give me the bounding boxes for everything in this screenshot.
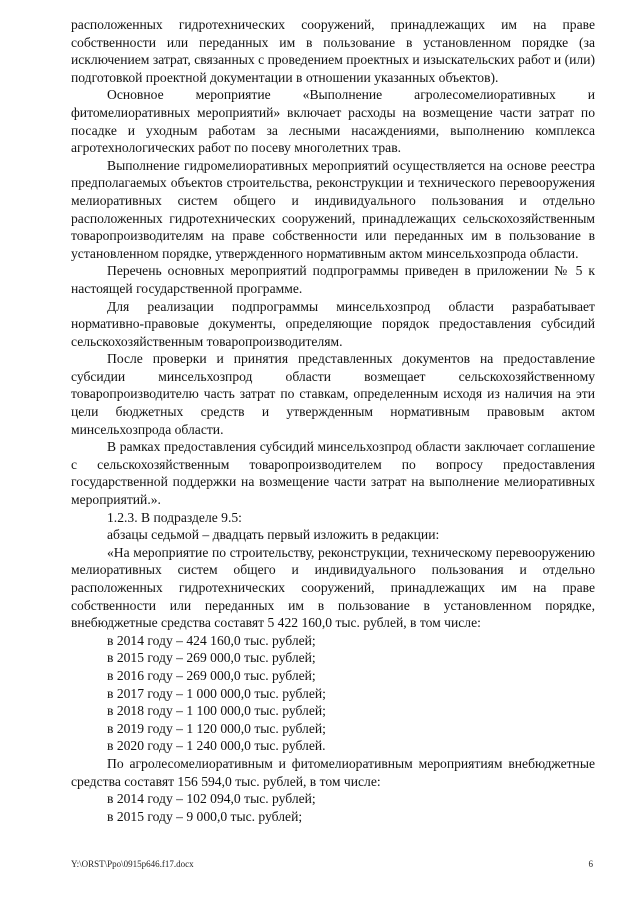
paragraph-agroforest-funding: По агролесомелиоративным и фитомелиоративным мероприятиям внебюджетные средства составят 156 594,0 тыс. рублей, в том числе:	[71, 755, 595, 789]
paragraph-construction-funding: «На мероприятие по строительству, реконструкции, техническому перевооружению мелиоративных систем общего и индивидуального пользования и отдельно расположенных гидротехнических сооружений, принадлежащих им на праве собственности или переданных им в пользование в установленном порядке, внебюджетные средства составят 5 422 160,0 тыс. рублей, в том числе:	[71, 544, 595, 631]
paragraph-normative-docs: Для реализации подпрограммы минсельхозпрод области разрабатывает нормативно-правовые документы, определяющие порядок предоставления субсидий сельскохозяйственным товаропроизводителям.	[71, 298, 595, 349]
list-item-funding-year: в 2018 году – 1 100 000,0 тыс. рублей;	[107, 703, 326, 719]
list-item-funding-year: в 2020 году – 1 240 000,0 тыс. рублей.	[107, 738, 326, 754]
paragraph-amendment-instruction: абзацы седьмой – двадцать первый изложить в редакции:	[107, 527, 440, 543]
paragraph-subsidy-reimbursement: После проверки и принятия представленных документов на предоставление субсидии минсельхозпрод области возмещает сельскохозяйственному товаропроизводителю часть затрат по ставкам, определенным исходя из наличия на эти цели бюджетных средств и утвержденным нормативным правовым актом минсельхозпрода области.	[71, 351, 595, 437]
list-item-funding-year: в 2015 году – 269 000,0 тыс. рублей;	[107, 650, 316, 666]
paragraph-measures-list: Перечень основных мероприятий подпрограммы приведен в приложении № 5 к настоящей государственной программе.	[71, 263, 595, 296]
list-item-funding-year: в 2014 году – 102 094,0 тыс. рублей;	[107, 791, 316, 807]
footer-file-path: Y:\ORST\Ppo\0915p646.f17.docx	[71, 859, 194, 869]
paragraph-continuation: расположенных гидротехнических сооружений, принадлежащих им на праве собственности или переданных им в пользование в установленном порядке (за исключением затрат, связанных с проведением проектных и изыскательских работ и (или) подготовкой проектной документации в отношении указанных объектов).	[71, 17, 595, 85]
paragraph-subsection-ref: 1.2.3. В подразделе 9.5:	[107, 509, 242, 525]
page-number: 6	[588, 859, 593, 869]
list-item-funding-year: в 2017 году – 1 000 000,0 тыс. рублей;	[107, 685, 326, 701]
list-item-funding-year: в 2015 году – 9 000,0 тыс. рублей;	[107, 808, 303, 824]
paragraph-agroforest-measures: Основное мероприятие «Выполнение агролесомелиоративных и фитомелиоративных мероприятий» включает расходы на возмещение части затрат по посадке и уходным работам за лесными насаждениями, выполнению комплекса агротехнологических работ по посеву многолетних трав.	[71, 87, 595, 156]
paragraph-hydromeliorative-registry: Выполнение гидромелиоративных мероприятий осуществляется на основе реестра предполагаемых объектов строительства, реконструкции и технического перевооружения мелиоративных систем общего и индивидуального пользования и отдельно расположенных гидротехнических сооружений, принадлежащих сельскохозяйственным товаропроизводителям на праве собственности или переданных им в пользование в установленном порядке, утвержденного нормативным актом минсельхозпрода области.	[71, 157, 595, 261]
list-item-funding-year: в 2019 году – 1 120 000,0 тыс. рублей;	[107, 720, 326, 736]
page-footer	[71, 859, 595, 873]
document-body	[71, 16, 595, 825]
list-item-funding-year: в 2016 году – 269 000,0 тыс. рублей;	[107, 667, 316, 683]
paragraph-agreement: В рамках предоставления субсидий минсельхозпрод области заключает соглашение с сельскохозяйственным товаропроизводителем по вопросу предоставления государственной поддержки на возмещение части затрат на выполнение мелиоративных мероприятий.».	[71, 439, 595, 508]
list-item-funding-year: в 2014 году – 424 160,0 тыс. рублей;	[107, 632, 316, 648]
